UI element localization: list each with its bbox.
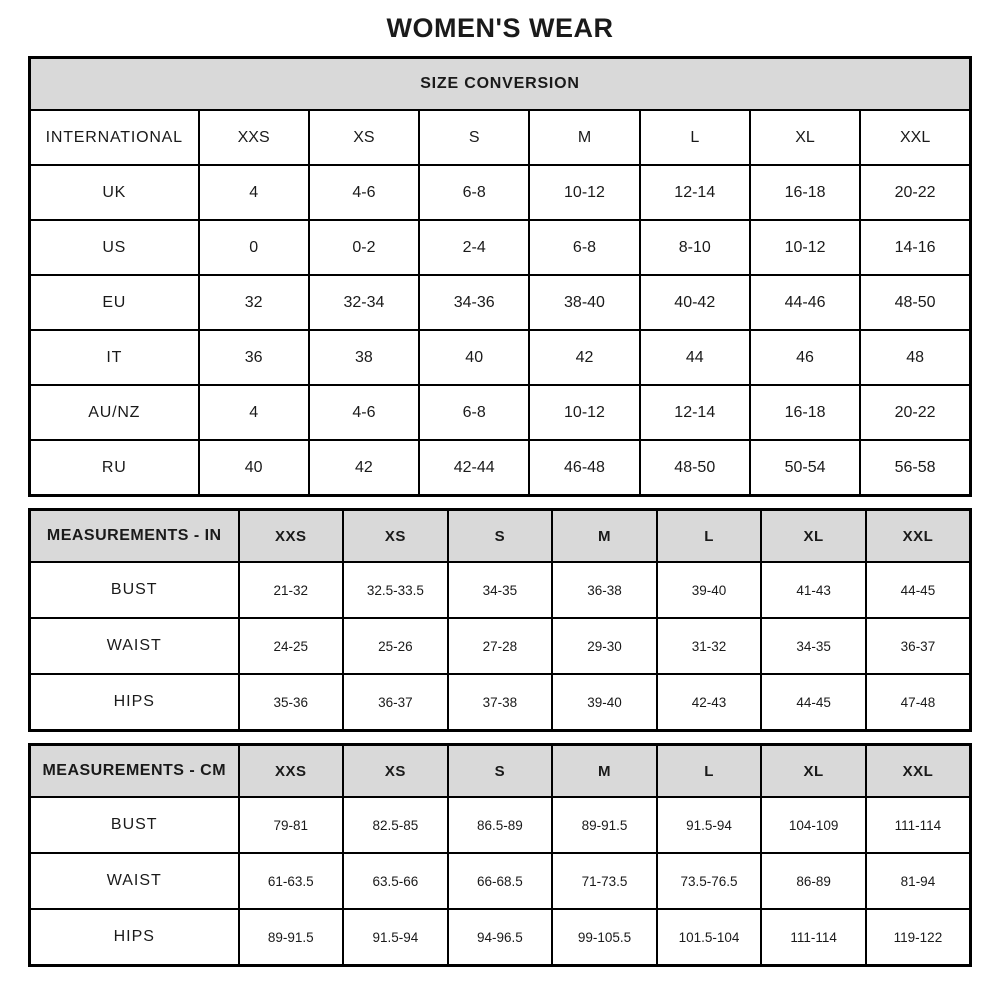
- cell: 63.5-66: [343, 853, 448, 909]
- table-row: [30, 440, 971, 496]
- measurements-cm-body: [30, 797, 971, 966]
- table-row: [30, 618, 971, 674]
- table-row: [30, 275, 971, 330]
- cell: 36-37: [343, 674, 448, 731]
- cell: 36: [199, 330, 309, 385]
- size-column-header: XS: [343, 510, 448, 563]
- cell: XL: [750, 110, 860, 165]
- size-conversion-header: SIZE CONVERSION: [30, 58, 971, 111]
- cell: 8-10: [640, 220, 750, 275]
- size-column-header: S: [448, 510, 553, 563]
- size-column-header: L: [657, 745, 762, 798]
- cell: 40-42: [640, 275, 750, 330]
- cell: 14-16: [860, 220, 970, 275]
- row-label: BUST: [30, 797, 239, 853]
- cell: 89-91.5: [239, 909, 344, 966]
- cell: 41-43: [761, 562, 866, 618]
- cell: 4: [199, 165, 309, 220]
- size-conversion-body: [30, 110, 971, 496]
- cell: 42-44: [419, 440, 529, 496]
- cell: 6-8: [419, 165, 529, 220]
- cell: 44-45: [866, 562, 971, 618]
- cell: 20-22: [860, 385, 970, 440]
- cell: 119-122: [866, 909, 971, 966]
- size-conversion-header-row: [30, 58, 971, 111]
- cell: 94-96.5: [448, 909, 553, 966]
- cell: M: [529, 110, 639, 165]
- cell: 46-48: [529, 440, 639, 496]
- row-label: HIPS: [30, 909, 239, 966]
- size-column-header: XS: [343, 745, 448, 798]
- cell: 111-114: [761, 909, 866, 966]
- cell: 34-35: [761, 618, 866, 674]
- cell: 38: [309, 330, 419, 385]
- cell: 48: [860, 330, 970, 385]
- measurements-cm-label: MEASUREMENTS - CM: [30, 745, 239, 798]
- cell: 4-6: [309, 165, 419, 220]
- cell: 44-46: [750, 275, 860, 330]
- cell: 32: [199, 275, 309, 330]
- cell: 56-58: [860, 440, 970, 496]
- cell: 40: [199, 440, 309, 496]
- cell: 40: [419, 330, 529, 385]
- cell: 24-25: [239, 618, 344, 674]
- table-row: [30, 909, 971, 966]
- table-row: [30, 674, 971, 731]
- cell: XXS: [199, 110, 309, 165]
- cell: XXL: [860, 110, 970, 165]
- table-row: [30, 220, 971, 275]
- cell: 32.5-33.5: [343, 562, 448, 618]
- size-column-header: XXL: [866, 510, 971, 563]
- size-column-header: M: [552, 745, 657, 798]
- cell: 42: [309, 440, 419, 496]
- cell: 91.5-94: [657, 797, 762, 853]
- cell: 79-81: [239, 797, 344, 853]
- cell: 66-68.5: [448, 853, 553, 909]
- table-row: [30, 797, 971, 853]
- table-row: [30, 110, 971, 165]
- cell: 86-89: [761, 853, 866, 909]
- cell: 10-12: [529, 165, 639, 220]
- cell: 10-12: [750, 220, 860, 275]
- cell: 42: [529, 330, 639, 385]
- cell: 36-38: [552, 562, 657, 618]
- row-label: IT: [30, 330, 199, 385]
- cell: 61-63.5: [239, 853, 344, 909]
- cell: 48-50: [860, 275, 970, 330]
- row-label: EU: [30, 275, 199, 330]
- cell: 12-14: [640, 385, 750, 440]
- cell: 46: [750, 330, 860, 385]
- cell: 71-73.5: [552, 853, 657, 909]
- cell: 44: [640, 330, 750, 385]
- cell: 34-36: [419, 275, 529, 330]
- cell: 89-91.5: [552, 797, 657, 853]
- cell: 20-22: [860, 165, 970, 220]
- size-column-header: XXS: [239, 745, 344, 798]
- size-column-header: XL: [761, 745, 866, 798]
- cell: 101.5-104: [657, 909, 762, 966]
- cell: 27-28: [448, 618, 553, 674]
- size-conversion-table: [28, 56, 972, 497]
- cell: 48-50: [640, 440, 750, 496]
- row-label: AU/NZ: [30, 385, 199, 440]
- cell: 91.5-94: [343, 909, 448, 966]
- cell: 81-94: [866, 853, 971, 909]
- measurements-in-label: MEASUREMENTS - IN: [30, 510, 239, 563]
- size-column-header: XXL: [866, 745, 971, 798]
- cell: S: [419, 110, 529, 165]
- cell: 6-8: [419, 385, 529, 440]
- size-column-header: S: [448, 745, 553, 798]
- row-label: HIPS: [30, 674, 239, 731]
- page-title: WOMEN'S WEAR: [386, 13, 614, 43]
- cell: 38-40: [529, 275, 639, 330]
- row-label: BUST: [30, 562, 239, 618]
- cell: 4-6: [309, 385, 419, 440]
- cell: 104-109: [761, 797, 866, 853]
- cell: 10-12: [529, 385, 639, 440]
- cell: L: [640, 110, 750, 165]
- row-label: WAIST: [30, 853, 239, 909]
- cell: 99-105.5: [552, 909, 657, 966]
- cell: 86.5-89: [448, 797, 553, 853]
- row-label: UK: [30, 165, 199, 220]
- row-label: INTERNATIONAL: [30, 110, 199, 165]
- cell: 37-38: [448, 674, 553, 731]
- cell: 35-36: [239, 674, 344, 731]
- cell: 36-37: [866, 618, 971, 674]
- row-label: WAIST: [30, 618, 239, 674]
- size-column-header: L: [657, 510, 762, 563]
- cell: 21-32: [239, 562, 344, 618]
- table-row: [30, 853, 971, 909]
- cell: 50-54: [750, 440, 860, 496]
- cell: 29-30: [552, 618, 657, 674]
- table-row: [30, 562, 971, 618]
- measurements-cm-header-row: [30, 745, 971, 798]
- size-column-header: M: [552, 510, 657, 563]
- measurements-in-table: [28, 508, 972, 732]
- cell: 32-34: [309, 275, 419, 330]
- measurements-in-header-row: [30, 510, 971, 563]
- cell: 42-43: [657, 674, 762, 731]
- cell: 31-32: [657, 618, 762, 674]
- size-column-header: XL: [761, 510, 866, 563]
- cell: 111-114: [866, 797, 971, 853]
- table-row: [30, 330, 971, 385]
- measurements-in-body: [30, 562, 971, 731]
- cell: 16-18: [750, 165, 860, 220]
- cell: 0-2: [309, 220, 419, 275]
- cell: 39-40: [552, 674, 657, 731]
- table-row: [30, 165, 971, 220]
- cell: 2-4: [419, 220, 529, 275]
- cell: 34-35: [448, 562, 553, 618]
- cell: 44-45: [761, 674, 866, 731]
- table-row: [30, 385, 971, 440]
- cell: 0: [199, 220, 309, 275]
- cell: 82.5-85: [343, 797, 448, 853]
- cell: 12-14: [640, 165, 750, 220]
- cell: XS: [309, 110, 419, 165]
- cell: 47-48: [866, 674, 971, 731]
- cell: 39-40: [657, 562, 762, 618]
- cell: 4: [199, 385, 309, 440]
- measurements-cm-table: [28, 743, 972, 967]
- cell: 6-8: [529, 220, 639, 275]
- row-label: US: [30, 220, 199, 275]
- cell: 16-18: [750, 385, 860, 440]
- size-column-header: XXS: [239, 510, 344, 563]
- row-label: RU: [30, 440, 199, 496]
- cell: 25-26: [343, 618, 448, 674]
- cell: 73.5-76.5: [657, 853, 762, 909]
